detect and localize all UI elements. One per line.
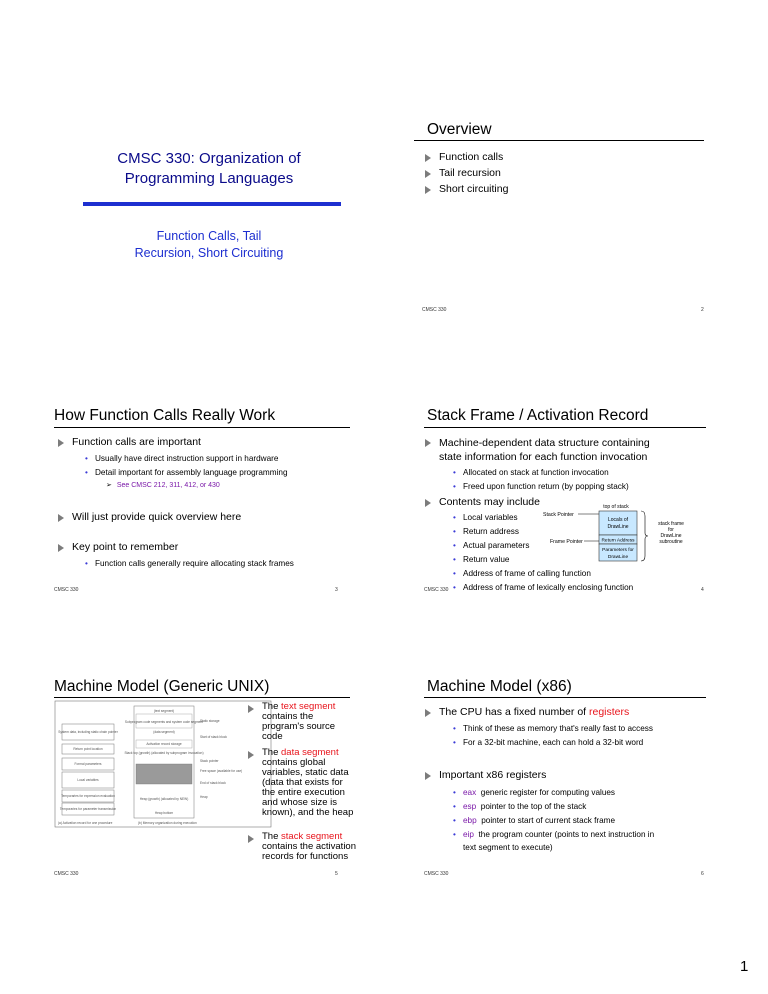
mem-text-data-segment: (data segment) [153, 730, 175, 734]
footer-course: CMSC 330 [424, 871, 449, 877]
slide5-title: Machine Model (Generic UNIX) [54, 678, 270, 695]
stack-frame-diagram [538, 502, 698, 582]
mem-label-stack-pointer: Stack pointer [200, 759, 219, 763]
bullet-triangle-icon [425, 439, 431, 447]
slide1-title: CMSC 330: Organization of Programming Languages [117, 150, 301, 187]
sheet-page-number: 1 [740, 958, 749, 975]
bullet-dot-icon: • [453, 802, 456, 811]
frame-brace-icon [641, 511, 648, 561]
frame-locals-line2: DrawLine [607, 524, 629, 530]
frame-pointer-label: Frame Pointer [550, 539, 583, 545]
bullet-dot-icon: • [85, 468, 88, 477]
slide4-title-rule [424, 427, 706, 428]
footer-course: CMSC 330 [54, 871, 79, 877]
slide6-title: Machine Model (x86) [427, 678, 572, 695]
bullet-dot-icon: • [453, 527, 456, 536]
bullet-triangle-icon [425, 709, 431, 717]
mem-text-ar-storage: Activation record storage [146, 742, 182, 746]
bullet-dot-icon: • [453, 738, 456, 747]
memory-model-diagram [54, 700, 272, 828]
slide-2: Overview Function calls Tail recursion Short circuiting CMSC 330 2 [398, 108, 716, 323]
bullet-dot-icon: • [453, 468, 456, 477]
mem-label-heap: Heap [200, 795, 208, 799]
mem-box-free-space [136, 764, 192, 784]
sub-sub-list-item: ➢ See CMSC 212, 311, 412, or 430 [106, 482, 220, 489]
page-number: 4 [701, 587, 704, 593]
top-of-stack-label: top of stack [603, 504, 629, 510]
side-label-line4: subroutine [659, 539, 683, 545]
page-number: 2 [701, 307, 704, 313]
bullet-triangle-icon [425, 170, 431, 178]
page-number: 5 [335, 871, 338, 877]
ar-text-temp-expr: Temporaries for expression evaluation [61, 794, 115, 798]
mem-text-heap-bottom: Heap bottom [154, 811, 174, 815]
slide-6: Machine Model (x86) The CPU has a fixed number of registers • Think of these as memory that's really fast to access • For a 32-bit machine, each can hold a 32-bit word Important x86 registers • eax generic register for computing values • esp pointer to the top of the stack • ebp pointer to start of current stack frame • eip the program counter (points to next instruction in text segment to execute) CMSC 330 6 [398, 662, 716, 877]
ar-text-temp-param: Temporaries for parameter transmission [59, 807, 117, 811]
mem-label-end-stack: End of stack block [200, 781, 226, 785]
slide-3: How Function Calls Really Work Function calls are important • Usually have direct instruction support in hardware • Detail important for assembly language programming ➢ See CMSC 212, 311, 412, or 430 Will just provide quick overview here Key point to remember • Function calls generally require allocating stack frames CMSC 330 3 [50, 384, 368, 599]
caption-memory-org: (b) Memory organization during execution [138, 821, 197, 825]
frame-locals-line1: Locals of [607, 517, 629, 523]
bullet-dot-icon: • [453, 482, 456, 491]
ar-text-system-data: System data, including static chain pointer [58, 730, 118, 734]
slide-4: Stack Frame / Activation Record Machine-dependent data structure containing state information for each function invocation • Allocated on stack at function invocation • Freed upon function return (by popping stack) Contents may include • Local variables • Return address • Actual parameters • Return value • Address of frame of calling function • Address of frame of lexically enclosing function top of stack Stack Pointer Locals of DrawLine Return Address Parameters for DrawLine Frame Pointer stack frame for DrawLine subroutine CMSC 330 4 [398, 384, 716, 599]
bullet-dot-icon: • [453, 583, 456, 592]
footer-course: CMSC 330 [422, 307, 447, 313]
bullet-triangle-icon [425, 499, 431, 507]
ar-text-formal-params: Formal parameters [74, 762, 102, 766]
bullet-triangle-icon [425, 772, 431, 780]
register-item-continuation: text segment to execute) [463, 843, 553, 852]
bullet-dot-icon: • [453, 555, 456, 564]
mem-text-code: Subprogram code segments and system code segment [124, 720, 204, 724]
slide2-title: Overview [427, 121, 492, 138]
bullet-triangle-icon [58, 514, 64, 522]
bullet-triangle-icon [248, 751, 254, 759]
bullet-triangle-icon [58, 544, 64, 552]
caption-activation-record: (a) Activation record for one procedure [58, 821, 113, 825]
slide-5: Machine Model (Generic UNIX) System data, including static chain pointer Return point location Formal parameters Local variables Temporaries for expression evaluation Temporaries for parameter transmission (text segment) Subprogram code segments and system code segment (data segment) Activation record storage Stack top (growth) (allocated by subprogram invocation) Heap (growth) (allocated by NEW) Heap bottom Static storage Start of stack block Stack pointer Free space (available for use) End of stack block Heap (a) Activation record for one procedure (b) Memory organization during execution The text segment contains the program's source code The data segment contains global variables, static data (data that exists for the entire execution and whose size is known), and the heap The stack segment contains the activation records for functions CMSC 330 5 [54, 678, 357, 877]
slide3-title: How Function Calls Really Work [54, 407, 276, 424]
bullet-dot-icon: • [453, 816, 456, 825]
stack-pointer-label: Stack Pointer [543, 512, 574, 518]
slide2-title-rule [414, 140, 704, 141]
bullet-triangle-icon [248, 835, 254, 843]
bullet-triangle-icon [58, 439, 64, 447]
mem-label-free-space: Free space (available for use) [200, 769, 243, 773]
ar-text-return-point: Return point location [73, 747, 103, 751]
frame-box-locals [599, 511, 637, 535]
slide6-title-rule [424, 697, 706, 698]
bullet-dot-icon: • [85, 559, 88, 568]
bullet-triangle-icon [425, 186, 431, 194]
mem-text-text-segment: (text segment) [153, 709, 175, 713]
bullet-dot-icon: • [85, 454, 88, 463]
mem-text-stack-top: Stack top (growth) (allocated by subprogram invocation) [124, 751, 204, 755]
side-label-line3: DrawLine [660, 533, 682, 539]
arrow-bullet-icon: ➢ [106, 482, 112, 489]
footer-course: CMSC 330 [54, 587, 79, 593]
slide1-subtitle: Function Calls, Tail Recursion, Short Circuiting [134, 229, 284, 260]
bullet-triangle-icon [425, 154, 431, 162]
page-number: 3 [335, 587, 338, 593]
bullet-dot-icon: • [453, 788, 456, 797]
page-number: 6 [701, 871, 704, 877]
slide5-title-rule [54, 697, 350, 698]
mem-text-heap-growth: Heap (growth) (allocated by NEW) [139, 797, 189, 801]
slide-1 [50, 108, 368, 323]
mem-label-static: Static storage [200, 719, 220, 723]
frame-params-line1: Parameters for [602, 548, 634, 553]
bullet-dot-icon: • [453, 569, 456, 578]
title-divider-bar [83, 202, 341, 206]
slide3-title-rule [54, 427, 350, 428]
bullet-dot-icon: • [453, 541, 456, 550]
slide4-title: Stack Frame / Activation Record [427, 407, 649, 424]
side-label-line1: stack frame [658, 521, 684, 527]
bullet-dot-icon: • [453, 724, 456, 733]
frame-return-address-text: Return Address [601, 538, 635, 544]
frame-params-line2: DrawLine [607, 555, 629, 560]
bullet-triangle-icon [248, 705, 254, 713]
bullet-dot-icon: • [453, 830, 456, 839]
ar-text-local-vars: Local variables [77, 778, 99, 782]
bullet-dot-icon: • [453, 513, 456, 522]
mem-label-start-stack: Start of stack block [200, 735, 227, 739]
side-label-line2: for [668, 527, 674, 533]
footer-course: CMSC 330 [424, 587, 449, 593]
